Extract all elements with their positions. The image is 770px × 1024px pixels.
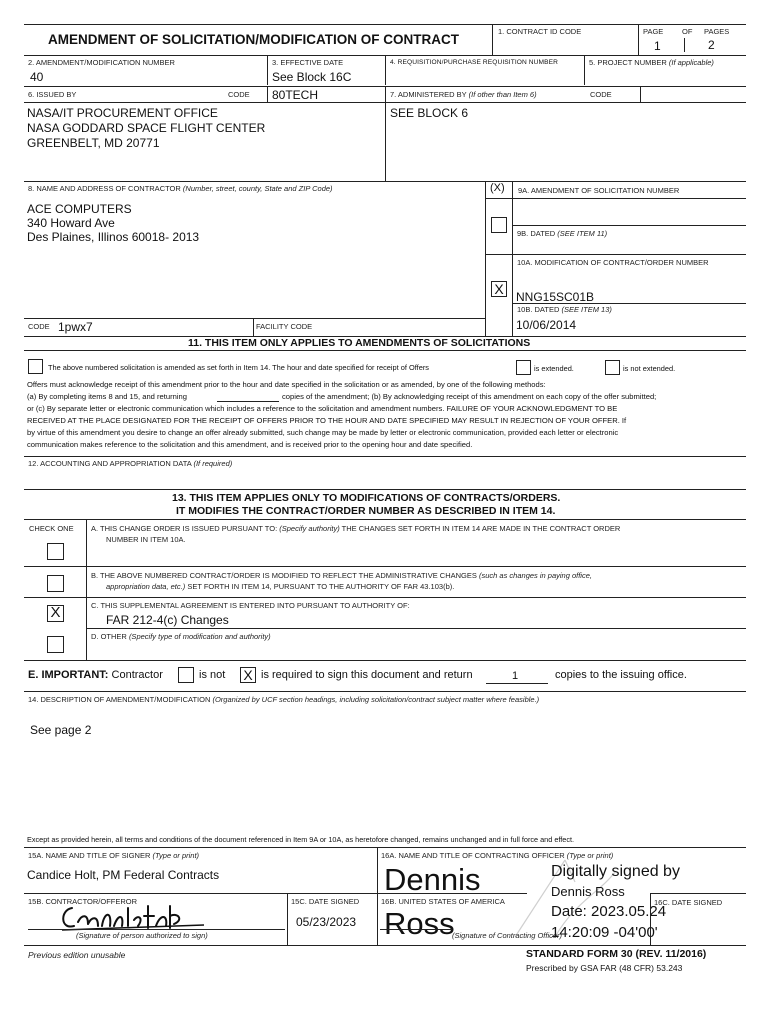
prescribed-by: Prescribed by GSA FAR (48 CFR) 53.243 (526, 963, 683, 973)
item-13-title-1: 13. THIS ITEM APPLIES ONLY TO MODIFICATIONS OF CONTRACTS/ORDERS. (172, 492, 561, 504)
checkbox-is-required-x-mark: X (243, 667, 253, 683)
checkbox-9-amendment[interactable] (491, 217, 507, 233)
issued-by-line-2: NASA GODDARD SPACE FLIGHT CENTER (27, 121, 266, 135)
admin-label-note: (If other than Item 6) (468, 90, 537, 99)
admin-code-label: CODE (590, 90, 612, 99)
checkbox-11-extended[interactable] (516, 360, 531, 375)
administered-by-value: SEE BLOCK 6 (390, 106, 469, 120)
important-row (28, 669, 163, 681)
15c-value: 05/23/2023 (296, 915, 357, 929)
is-required-label: is required to sign this document and return (261, 669, 473, 681)
10a-value: NNG15SC01B (516, 290, 595, 304)
10b-label (517, 305, 612, 314)
form-title: AMENDMENT OF SOLICITATION/MODIFICATION OF CONTRACT (48, 32, 459, 47)
contractor-line-2: 340 Howard Ave (27, 216, 115, 230)
15a-value: Candice Holt, PM Federal Contracts (27, 868, 220, 882)
page-number: 1 (654, 39, 661, 53)
contractor-line-1: ACE COMPUTERS (27, 202, 132, 216)
facility-code-label: FACILITY CODE (256, 322, 313, 331)
amendment-number-value: 40 (30, 70, 44, 84)
digital-sign-line-1: Digitally signed by (551, 863, 680, 880)
item-13d-text: D. OTHER (91, 632, 127, 641)
effective-date-label: 3. EFFECTIVE DATE (272, 58, 344, 67)
issued-code-label: CODE (228, 90, 250, 99)
sig15-note: (Signature of person authorized to sign) (76, 931, 208, 940)
issued-code-value: 80TECH (272, 88, 319, 102)
item-11-para-6: communication makes reference to the solicitation and this amendment, and is received prior to the opening hour and date specified. (27, 440, 473, 449)
x-column-label: (X) (490, 182, 505, 194)
10b-value: 10/06/2014 (516, 318, 577, 332)
16a-label-text: 16A. NAME AND TITLE OF CONTRACTING OFFICER (381, 851, 565, 860)
admin-label-text: 7. ADMINISTERED BY (390, 90, 467, 99)
checkbox-13d[interactable] (47, 636, 64, 653)
item-14-label-note: (Organized by UCF section headings, including solicitation/contract subject matter where feasible.) (212, 695, 540, 704)
item-13b-text-2: SET FORTH IN ITEM 14, PURSUANT TO THE AUTHORITY OF FAR 43.103(b). (187, 582, 455, 591)
15a-label (28, 851, 199, 860)
of-label: OF (682, 27, 693, 36)
item-11-line-1: The above numbered solicitation is amended as set forth in Item 14. The hour and date specified for receipt of Offers (48, 363, 429, 372)
contractor-code-label: CODE (28, 322, 50, 331)
digital-sign-line-4: 14:20:09 -04'00' (551, 924, 658, 941)
is-not-label: is not (199, 669, 226, 681)
10b-label-text: 10B. DATED (517, 305, 560, 314)
item-11-para-2a: (a) By completing items 8 and 15, and returning (27, 392, 187, 401)
issued-by-line-1: NASA/IT PROCUREMENT OFFICE (27, 106, 218, 120)
important-label: E. IMPORTANT: (28, 669, 109, 681)
9b-label-note: (SEE ITEM 11) (557, 229, 608, 238)
9a-label: 9A. AMENDMENT OF SOLICITATION NUMBER (518, 186, 680, 195)
9b-label-text: 9B. DATED (517, 229, 556, 238)
issued-by-line-3: GREENBELT, MD 20771 (27, 136, 160, 150)
15a-label-text: 15A. NAME AND TITLE OF SIGNER (28, 851, 151, 860)
signature-dennis: Dennis (384, 862, 481, 897)
page-label: PAGE (643, 27, 664, 36)
accounting-label-text: 12. ACCOUNTING AND APPROPRIATION DATA (28, 459, 192, 468)
checkbox-is-not[interactable] (178, 667, 194, 683)
except-clause: Except as provided herein, all terms and conditions of the document referenced in Item 9A or 10A, as heretofore changed, remains unchanged and in full force and effect. (27, 835, 575, 844)
checkbox-10-x-mark: X (494, 281, 504, 297)
checkbox-11-offers[interactable] (28, 359, 43, 374)
item-11-para-5: by virtue of this amendment you desire to change an offer already submitted, such change may be made by letter or electronic communication, provided each letter or electronic (27, 428, 619, 437)
10a-label: 10A. MODIFICATION OF CONTRACT/ORDER NUMBER (517, 258, 709, 267)
item-13c-line-1: C. THIS SUPPLEMENTAL AGREEMENT IS ENTERED INTO PURSUANT TO AUTHORITY OF: (91, 601, 410, 610)
15b-label: 15B. CONTRACTOR/OFFEROR (28, 897, 138, 906)
item-13d-line-1 (91, 632, 271, 641)
item-13a-line-1 (91, 524, 620, 533)
project-number-label (589, 58, 714, 67)
item-13b-line-1 (91, 571, 592, 580)
extended-label: is extended. (534, 364, 574, 373)
not-extended-label: is not extended. (623, 364, 676, 373)
item-11-para-4: RECEIVED AT THE PLACE DESIGNATED FOR THE RECEIPT OF OFFERS PRIOR TO THE HOUR AND DATE SPECIFIED MAY RESULT IN REJECTION OF YOUR OFFER. If (27, 416, 627, 425)
item-14-label (28, 695, 539, 704)
16a-label-note: (Type or print) (566, 851, 614, 860)
item-13b-text: B. THE ABOVE NUMBERED CONTRACT/ORDER IS MODIFIED TO REFLECT THE ADMINISTRATIVE CHANGES (91, 571, 477, 580)
15a-label-note: (Type or print) (152, 851, 200, 860)
item-11-para-1: Offers must acknowledge receipt of this amendment prior to the hour and date specified in the solicitation or as amended, by one of the following methods: (27, 380, 546, 389)
checkbox-13b[interactable] (47, 575, 64, 592)
digital-sign-line-3: Date: 2023.05.24 (551, 903, 667, 920)
amendment-number-label: 2. AMENDMENT/MODIFICATION NUMBER (28, 58, 175, 67)
standard-form: STANDARD FORM 30 (REV. 11/2016) (526, 948, 707, 960)
item-14-value: See page 2 (30, 723, 92, 737)
digital-sign-line-2: Dennis Ross (551, 884, 625, 899)
checkbox-13c-x-mark: X (50, 604, 61, 621)
project-label-note: (If applicable) (668, 58, 714, 67)
item-13-title-2: IT MODIFIES THE CONTRACT/ORDER NUMBER AS DESCRIBED IN ITEM 14. (176, 505, 556, 517)
accounting-label-note: (If required) (193, 459, 233, 468)
contractor-label (28, 184, 333, 193)
item-14-label-text: 14. DESCRIPTION OF AMENDMENT/MODIFICATION (28, 695, 211, 704)
project-label-text: 5. PROJECT NUMBER (589, 58, 667, 67)
administered-by-label (390, 90, 537, 99)
item-13d-note: (Specify type of modification and authority) (128, 632, 271, 641)
contractor-code-value: 1pwx7 (58, 320, 93, 334)
item-11-para-3: or (c) By separate letter or electronic communication which includes a reference to the solicitation and amendment numbers. FAILURE OF YOUR ACKNOWLEDGMENT TO BE (27, 404, 618, 413)
item-13a-text-b: THE CHANGES SET FORTH IN ITEM 14 ARE MADE IN THE CONTRACT ORDER (341, 524, 621, 533)
contract-id-label: 1. CONTRACT ID CODE (498, 27, 582, 36)
16c-label: 16C. DATE SIGNED (654, 898, 723, 907)
item-13b-note-1: (such as changes in paying office, (479, 571, 592, 580)
check-one-label: CHECK ONE (29, 524, 74, 533)
item-13c-value: FAR 212-4(c) Changes (106, 613, 229, 627)
item-11-title: 11. THIS ITEM ONLY APPLIES TO AMENDMENTS OF SOLICITATIONS (188, 337, 531, 349)
requisition-label: 4. REQUISITION/PURCHASE REQUISITION NUMBER (390, 59, 558, 66)
checkbox-13a[interactable] (47, 543, 64, 560)
pages-number: 2 (708, 38, 715, 52)
checkbox-11-not-extended[interactable] (605, 360, 620, 375)
contractor-label-note: (Number, street, county, State and ZIP Code) (182, 184, 333, 193)
item-13a-text: A. THIS CHANGE ORDER IS ISSUED PURSUANT TO: (91, 524, 278, 533)
issued-by-label: 6. ISSUED BY (28, 90, 77, 99)
9b-label (517, 229, 607, 238)
item-13b-line-2 (106, 582, 454, 591)
contractor-line-3: Des Plaines, Illinos 60018- 2013 (27, 230, 200, 244)
important-contractor: Contractor (111, 669, 163, 681)
effective-date-value: See Block 16C (272, 70, 352, 84)
sig16-note: (Signature of Contracting Officer) (452, 931, 563, 940)
16b-label: 16B. UNITED STATES OF AMERICA (381, 897, 505, 906)
item-13b-note-2: appropriation data, etc.) (106, 582, 186, 591)
15c-label: 15C. DATE SIGNED (291, 897, 360, 906)
signature-ross: Ross (384, 906, 455, 941)
10b-label-note: (SEE ITEM 13) (561, 305, 612, 314)
contractor-label-text: 8. NAME AND ADDRESS OF CONTRACTOR (28, 184, 181, 193)
copies-text: copies to the issuing office. (555, 669, 687, 681)
item-11-para-2b: copies of the amendment; (b) By acknowledging receipt of this amendment on each copy of the offer submitted; (282, 392, 657, 401)
pages-label: PAGES (704, 27, 730, 36)
item-13a-line-2: NUMBER IN ITEM 10A. (106, 535, 186, 544)
previous-edition: Previous edition unusable (28, 950, 126, 960)
copies-value: 1 (512, 670, 519, 682)
item-13a-note: (Specify authority) (279, 524, 340, 533)
accounting-label (28, 459, 232, 468)
